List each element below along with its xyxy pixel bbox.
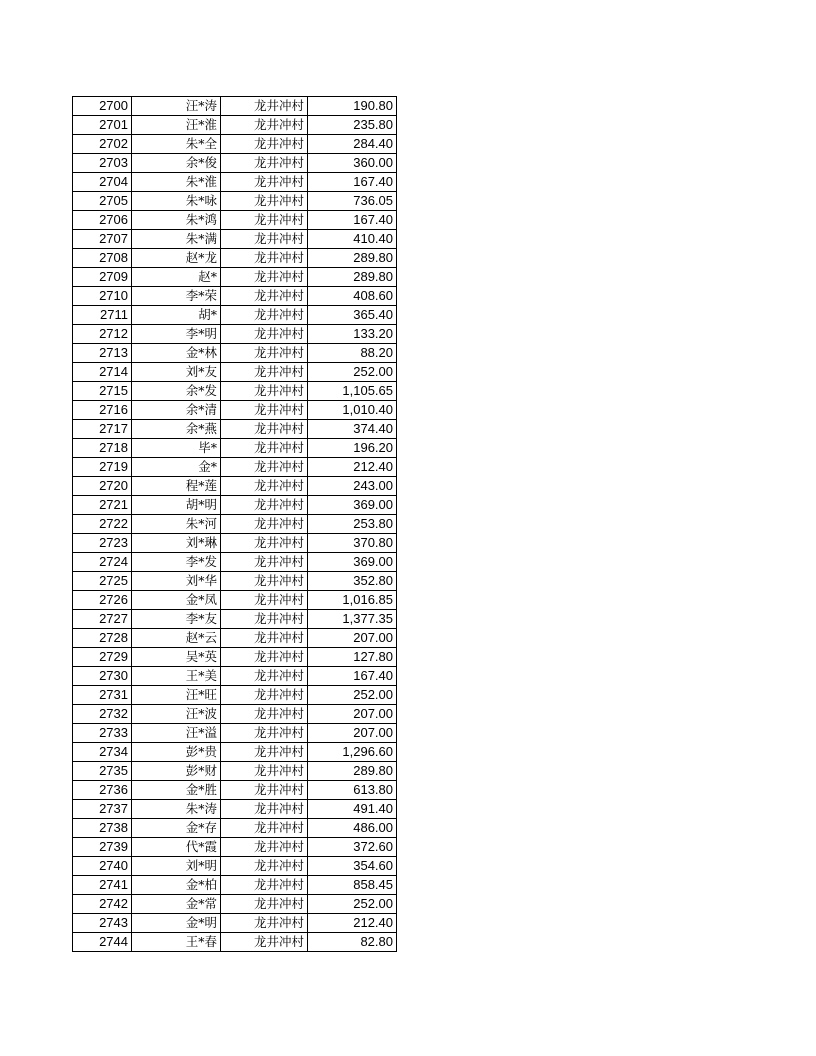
table-row xyxy=(73,401,397,420)
row-number-cell: 2705 xyxy=(73,192,132,211)
amount-cell: 486.00 xyxy=(308,819,397,838)
amount-cell: 252.00 xyxy=(308,686,397,705)
village-cell: 龙井冲村 xyxy=(221,173,308,192)
table-row xyxy=(73,838,397,857)
table-row xyxy=(73,800,397,819)
amount-cell: 352.80 xyxy=(308,572,397,591)
amount-cell: 408.60 xyxy=(308,287,397,306)
table-row xyxy=(73,268,397,287)
village-cell: 龙井冲村 xyxy=(221,287,308,306)
name-cell: 朱*鸿 xyxy=(132,211,221,230)
table-row xyxy=(73,192,397,211)
row-number-cell: 2710 xyxy=(73,287,132,306)
row-number-cell: 2700 xyxy=(73,97,132,116)
name-cell: 朱*满 xyxy=(132,230,221,249)
row-number-cell: 2707 xyxy=(73,230,132,249)
table-row xyxy=(73,743,397,762)
row-number-cell: 2742 xyxy=(73,895,132,914)
amount-cell: 365.40 xyxy=(308,306,397,325)
village-cell: 龙井冲村 xyxy=(221,401,308,420)
village-cell: 龙井冲村 xyxy=(221,97,308,116)
row-number-cell: 2728 xyxy=(73,629,132,648)
table-row xyxy=(73,211,397,230)
name-cell: 朱*河 xyxy=(132,515,221,534)
row-number-cell: 2741 xyxy=(73,876,132,895)
village-cell: 龙井冲村 xyxy=(221,895,308,914)
amount-cell: 858.45 xyxy=(308,876,397,895)
village-cell: 龙井冲村 xyxy=(221,553,308,572)
row-number-cell: 2704 xyxy=(73,173,132,192)
table-row xyxy=(73,591,397,610)
village-cell: 龙井冲村 xyxy=(221,781,308,800)
row-number-cell: 2733 xyxy=(73,724,132,743)
row-number-cell: 2718 xyxy=(73,439,132,458)
name-cell: 胡*明 xyxy=(132,496,221,515)
amount-cell: 1,296.60 xyxy=(308,743,397,762)
table-row xyxy=(73,895,397,914)
name-cell: 毕* xyxy=(132,439,221,458)
name-cell: 程*莲 xyxy=(132,477,221,496)
village-cell: 龙井冲村 xyxy=(221,914,308,933)
amount-cell: 374.40 xyxy=(308,420,397,439)
village-cell: 龙井冲村 xyxy=(221,420,308,439)
amount-cell: 190.80 xyxy=(308,97,397,116)
table-body xyxy=(73,97,397,952)
amount-cell: 289.80 xyxy=(308,249,397,268)
row-number-cell: 2730 xyxy=(73,667,132,686)
village-cell: 龙井冲村 xyxy=(221,496,308,515)
name-cell: 吴*英 xyxy=(132,648,221,667)
village-cell: 龙井冲村 xyxy=(221,116,308,135)
village-cell: 龙井冲村 xyxy=(221,667,308,686)
village-cell: 龙井冲村 xyxy=(221,363,308,382)
village-cell: 龙井冲村 xyxy=(221,192,308,211)
table-row xyxy=(73,458,397,477)
row-number-cell: 2712 xyxy=(73,325,132,344)
amount-cell: 207.00 xyxy=(308,705,397,724)
amount-cell: 491.40 xyxy=(308,800,397,819)
village-cell: 龙井冲村 xyxy=(221,135,308,154)
amount-cell: 207.00 xyxy=(308,629,397,648)
row-number-cell: 2738 xyxy=(73,819,132,838)
name-cell: 王*美 xyxy=(132,667,221,686)
village-cell: 龙井冲村 xyxy=(221,800,308,819)
amount-cell: 235.80 xyxy=(308,116,397,135)
village-cell: 龙井冲村 xyxy=(221,857,308,876)
village-cell: 龙井冲村 xyxy=(221,819,308,838)
table-row xyxy=(73,344,397,363)
row-number-cell: 2711 xyxy=(73,306,132,325)
amount-cell: 252.00 xyxy=(308,363,397,382)
name-cell: 朱*淮 xyxy=(132,173,221,192)
amount-cell: 253.80 xyxy=(308,515,397,534)
village-cell: 龙井冲村 xyxy=(221,515,308,534)
village-cell: 龙井冲村 xyxy=(221,211,308,230)
village-cell: 龙井冲村 xyxy=(221,705,308,724)
name-cell: 金* xyxy=(132,458,221,477)
village-cell: 龙井冲村 xyxy=(221,230,308,249)
row-number-cell: 2735 xyxy=(73,762,132,781)
amount-cell: 1,010.40 xyxy=(308,401,397,420)
name-cell: 余*燕 xyxy=(132,420,221,439)
row-number-cell: 2724 xyxy=(73,553,132,572)
name-cell: 代*霞 xyxy=(132,838,221,857)
row-number-cell: 2708 xyxy=(73,249,132,268)
amount-cell: 167.40 xyxy=(308,667,397,686)
row-number-cell: 2739 xyxy=(73,838,132,857)
village-cell: 龙井冲村 xyxy=(221,249,308,268)
name-cell: 刘*华 xyxy=(132,572,221,591)
name-cell: 金*林 xyxy=(132,344,221,363)
name-cell: 李*友 xyxy=(132,610,221,629)
table-row xyxy=(73,781,397,800)
village-cell: 龙井冲村 xyxy=(221,724,308,743)
table-row xyxy=(73,819,397,838)
table-row xyxy=(73,154,397,173)
village-cell: 龙井冲村 xyxy=(221,876,308,895)
name-cell: 金*明 xyxy=(132,914,221,933)
table-row xyxy=(73,876,397,895)
table-row xyxy=(73,686,397,705)
table-row xyxy=(73,762,397,781)
amount-cell: 289.80 xyxy=(308,268,397,287)
amount-cell: 372.60 xyxy=(308,838,397,857)
row-number-cell: 2727 xyxy=(73,610,132,629)
table-row xyxy=(73,116,397,135)
row-number-cell: 2737 xyxy=(73,800,132,819)
name-cell: 汪*溢 xyxy=(132,724,221,743)
village-cell: 龙井冲村 xyxy=(221,686,308,705)
row-number-cell: 2723 xyxy=(73,534,132,553)
name-cell: 李*明 xyxy=(132,325,221,344)
table-row xyxy=(73,97,397,116)
name-cell: 汪*旺 xyxy=(132,686,221,705)
amount-cell: 369.00 xyxy=(308,553,397,572)
amount-cell: 167.40 xyxy=(308,173,397,192)
name-cell: 余*清 xyxy=(132,401,221,420)
amount-cell: 369.00 xyxy=(308,496,397,515)
row-number-cell: 2720 xyxy=(73,477,132,496)
row-number-cell: 2734 xyxy=(73,743,132,762)
table-row xyxy=(73,420,397,439)
data-table xyxy=(72,96,397,952)
row-number-cell: 2725 xyxy=(73,572,132,591)
village-cell: 龙井冲村 xyxy=(221,458,308,477)
village-cell: 龙井冲村 xyxy=(221,610,308,629)
amount-cell: 167.40 xyxy=(308,211,397,230)
row-number-cell: 2715 xyxy=(73,382,132,401)
row-number-cell: 2701 xyxy=(73,116,132,135)
row-number-cell: 2732 xyxy=(73,705,132,724)
name-cell: 汪*波 xyxy=(132,705,221,724)
amount-cell: 284.40 xyxy=(308,135,397,154)
amount-cell: 127.80 xyxy=(308,648,397,667)
name-cell: 余*俊 xyxy=(132,154,221,173)
row-number-cell: 2703 xyxy=(73,154,132,173)
row-number-cell: 2702 xyxy=(73,135,132,154)
name-cell: 金*胜 xyxy=(132,781,221,800)
amount-cell: 613.80 xyxy=(308,781,397,800)
row-number-cell: 2706 xyxy=(73,211,132,230)
name-cell: 金*存 xyxy=(132,819,221,838)
name-cell: 朱*全 xyxy=(132,135,221,154)
name-cell: 刘*明 xyxy=(132,857,221,876)
amount-cell: 1,016.85 xyxy=(308,591,397,610)
name-cell: 朱*涛 xyxy=(132,800,221,819)
table-row xyxy=(73,914,397,933)
table-row xyxy=(73,230,397,249)
amount-cell: 212.40 xyxy=(308,458,397,477)
amount-cell: 82.80 xyxy=(308,933,397,952)
name-cell: 彭*财 xyxy=(132,762,221,781)
row-number-cell: 2731 xyxy=(73,686,132,705)
table-row xyxy=(73,439,397,458)
row-number-cell: 2716 xyxy=(73,401,132,420)
row-number-cell: 2717 xyxy=(73,420,132,439)
table-row xyxy=(73,648,397,667)
name-cell: 王*春 xyxy=(132,933,221,952)
table-row xyxy=(73,515,397,534)
table-row xyxy=(73,933,397,952)
name-cell: 李*发 xyxy=(132,553,221,572)
row-number-cell: 2740 xyxy=(73,857,132,876)
village-cell: 龙井冲村 xyxy=(221,762,308,781)
name-cell: 彭*贵 xyxy=(132,743,221,762)
table-row xyxy=(73,363,397,382)
amount-cell: 212.40 xyxy=(308,914,397,933)
table-row xyxy=(73,705,397,724)
row-number-cell: 2736 xyxy=(73,781,132,800)
amount-cell: 360.00 xyxy=(308,154,397,173)
row-number-cell: 2729 xyxy=(73,648,132,667)
amount-cell: 133.20 xyxy=(308,325,397,344)
table-row xyxy=(73,173,397,192)
village-cell: 龙井冲村 xyxy=(221,933,308,952)
table-row xyxy=(73,306,397,325)
row-number-cell: 2721 xyxy=(73,496,132,515)
amount-cell: 370.80 xyxy=(308,534,397,553)
village-cell: 龙井冲村 xyxy=(221,477,308,496)
row-number-cell: 2743 xyxy=(73,914,132,933)
amount-cell: 289.80 xyxy=(308,762,397,781)
table-row xyxy=(73,553,397,572)
village-cell: 龙井冲村 xyxy=(221,268,308,287)
name-cell: 胡* xyxy=(132,306,221,325)
table-row xyxy=(73,477,397,496)
table-row xyxy=(73,667,397,686)
name-cell: 金*柏 xyxy=(132,876,221,895)
table-row xyxy=(73,724,397,743)
table-row xyxy=(73,857,397,876)
village-cell: 龙井冲村 xyxy=(221,572,308,591)
village-cell: 龙井冲村 xyxy=(221,306,308,325)
amount-cell: 243.00 xyxy=(308,477,397,496)
row-number-cell: 2744 xyxy=(73,933,132,952)
amount-cell: 736.05 xyxy=(308,192,397,211)
amount-cell: 196.20 xyxy=(308,439,397,458)
village-cell: 龙井冲村 xyxy=(221,344,308,363)
row-number-cell: 2713 xyxy=(73,344,132,363)
row-number-cell: 2714 xyxy=(73,363,132,382)
row-number-cell: 2719 xyxy=(73,458,132,477)
name-cell: 汪*淮 xyxy=(132,116,221,135)
table-row xyxy=(73,496,397,515)
amount-cell: 252.00 xyxy=(308,895,397,914)
table-row xyxy=(73,135,397,154)
name-cell: 赵*龙 xyxy=(132,249,221,268)
name-cell: 余*发 xyxy=(132,382,221,401)
village-cell: 龙井冲村 xyxy=(221,629,308,648)
name-cell: 金*凤 xyxy=(132,591,221,610)
table-row xyxy=(73,249,397,268)
table-row xyxy=(73,382,397,401)
village-cell: 龙井冲村 xyxy=(221,325,308,344)
row-number-cell: 2722 xyxy=(73,515,132,534)
name-cell: 赵*云 xyxy=(132,629,221,648)
name-cell: 刘*琳 xyxy=(132,534,221,553)
table-row xyxy=(73,325,397,344)
row-number-cell: 2709 xyxy=(73,268,132,287)
village-cell: 龙井冲村 xyxy=(221,591,308,610)
row-number-cell: 2726 xyxy=(73,591,132,610)
village-cell: 龙井冲村 xyxy=(221,743,308,762)
table-row xyxy=(73,287,397,306)
village-cell: 龙井冲村 xyxy=(221,534,308,553)
amount-cell: 207.00 xyxy=(308,724,397,743)
village-cell: 龙井冲村 xyxy=(221,648,308,667)
name-cell: 李*荣 xyxy=(132,287,221,306)
name-cell: 赵* xyxy=(132,268,221,287)
amount-cell: 1,377.35 xyxy=(308,610,397,629)
name-cell: 朱*咏 xyxy=(132,192,221,211)
amount-cell: 410.40 xyxy=(308,230,397,249)
amount-cell: 1,105.65 xyxy=(308,382,397,401)
village-cell: 龙井冲村 xyxy=(221,154,308,173)
village-cell: 龙井冲村 xyxy=(221,382,308,401)
village-cell: 龙井冲村 xyxy=(221,439,308,458)
table-row xyxy=(73,572,397,591)
amount-cell: 88.20 xyxy=(308,344,397,363)
table-row xyxy=(73,629,397,648)
amount-cell: 354.60 xyxy=(308,857,397,876)
table-row xyxy=(73,610,397,629)
name-cell: 刘*友 xyxy=(132,363,221,382)
village-cell: 龙井冲村 xyxy=(221,838,308,857)
table-row xyxy=(73,534,397,553)
name-cell: 汪*涛 xyxy=(132,97,221,116)
name-cell: 金*常 xyxy=(132,895,221,914)
